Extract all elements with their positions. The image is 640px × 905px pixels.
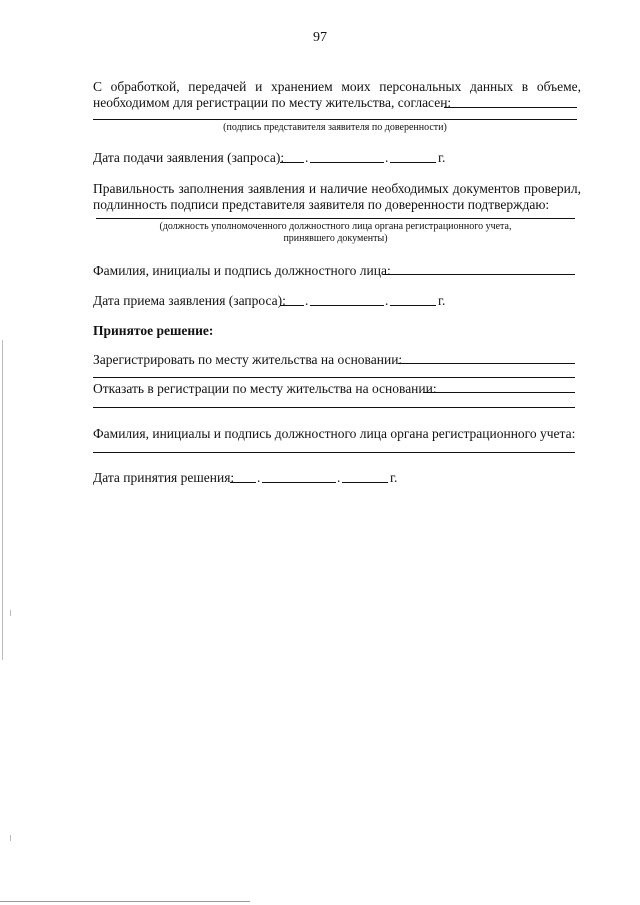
reception-date-sep2: . (385, 293, 389, 308)
reception-year-field[interactable] (390, 305, 436, 306)
register-basis-field[interactable] (398, 363, 575, 364)
consent-text-line2: необходимом для регистрации по месту жительства, согласен: (93, 95, 452, 110)
verification-text-line2: подлинность подписи представителя заявителя по доверенности подтверждаю: (93, 197, 550, 212)
reception-date-sep1: . (305, 293, 309, 308)
scan-speck (10, 835, 11, 841)
decision-day-field[interactable] (230, 482, 256, 483)
decision-year-field[interactable] (342, 482, 388, 483)
representative-signature-caption: (подпись представителя заявителя по доверенности) (223, 122, 447, 133)
registration-official-label: Фамилия, инициалы и подпись должностного лица органа регистрационного учета: (93, 426, 576, 441)
submission-date-sep2: . (385, 150, 389, 165)
register-basis-label: Зарегистрировать по месту жительства на основании: (93, 352, 403, 367)
submission-year-suffix: г. (438, 150, 446, 165)
submission-year-field[interactable] (390, 162, 436, 163)
scan-edge-mark (2, 340, 3, 660)
representative-signature-line[interactable] (93, 119, 577, 120)
official-position-caption-line2: принявшего документы) (283, 233, 388, 244)
consent-signature-field[interactable] (444, 107, 577, 108)
refuse-basis-line2[interactable] (93, 407, 575, 408)
official-name-label: Фамилия, инициалы и подпись должностного лица: (93, 263, 391, 278)
scan-speck (10, 610, 11, 616)
register-basis-line2[interactable] (93, 377, 575, 378)
refuse-basis-field[interactable] (423, 392, 575, 393)
consent-text-line1: С обработкой, передачей и хранением моих персональных данных в объеме, (93, 79, 581, 94)
verification-text-line1: Правильность заполнения заявления и наличие необходимых документов проверил, (93, 181, 581, 196)
submission-date-label: Дата подачи заявления (запроса): (93, 150, 285, 165)
submission-date-sep1: . (305, 150, 309, 165)
decision-year-suffix: г. (390, 470, 398, 485)
reception-month-field[interactable] (310, 305, 384, 306)
decision-heading: Принятое решение: (93, 323, 214, 338)
decision-month-field[interactable] (262, 482, 336, 483)
reception-date-label: Дата приема заявления (запроса): (93, 293, 286, 308)
decision-date-label: Дата принятия решения: (93, 470, 235, 485)
official-position-line[interactable] (96, 218, 575, 219)
decision-date-sep1: . (257, 470, 261, 485)
scan-bottom-edge (0, 901, 250, 902)
refuse-basis-label: Отказать в регистрации по месту жительства на основании: (93, 381, 437, 396)
page-number: 97 (313, 30, 327, 45)
official-position-caption-line1: (должность уполномоченного должностного лица органа регистрационного учета, (159, 221, 512, 232)
registration-official-signature-line[interactable] (93, 452, 575, 453)
official-name-signature-field[interactable] (383, 274, 575, 275)
submission-day-field[interactable] (280, 162, 304, 163)
decision-date-sep2: . (337, 470, 341, 485)
reception-year-suffix: г. (438, 293, 446, 308)
submission-month-field[interactable] (310, 162, 384, 163)
reception-day-field[interactable] (280, 305, 304, 306)
